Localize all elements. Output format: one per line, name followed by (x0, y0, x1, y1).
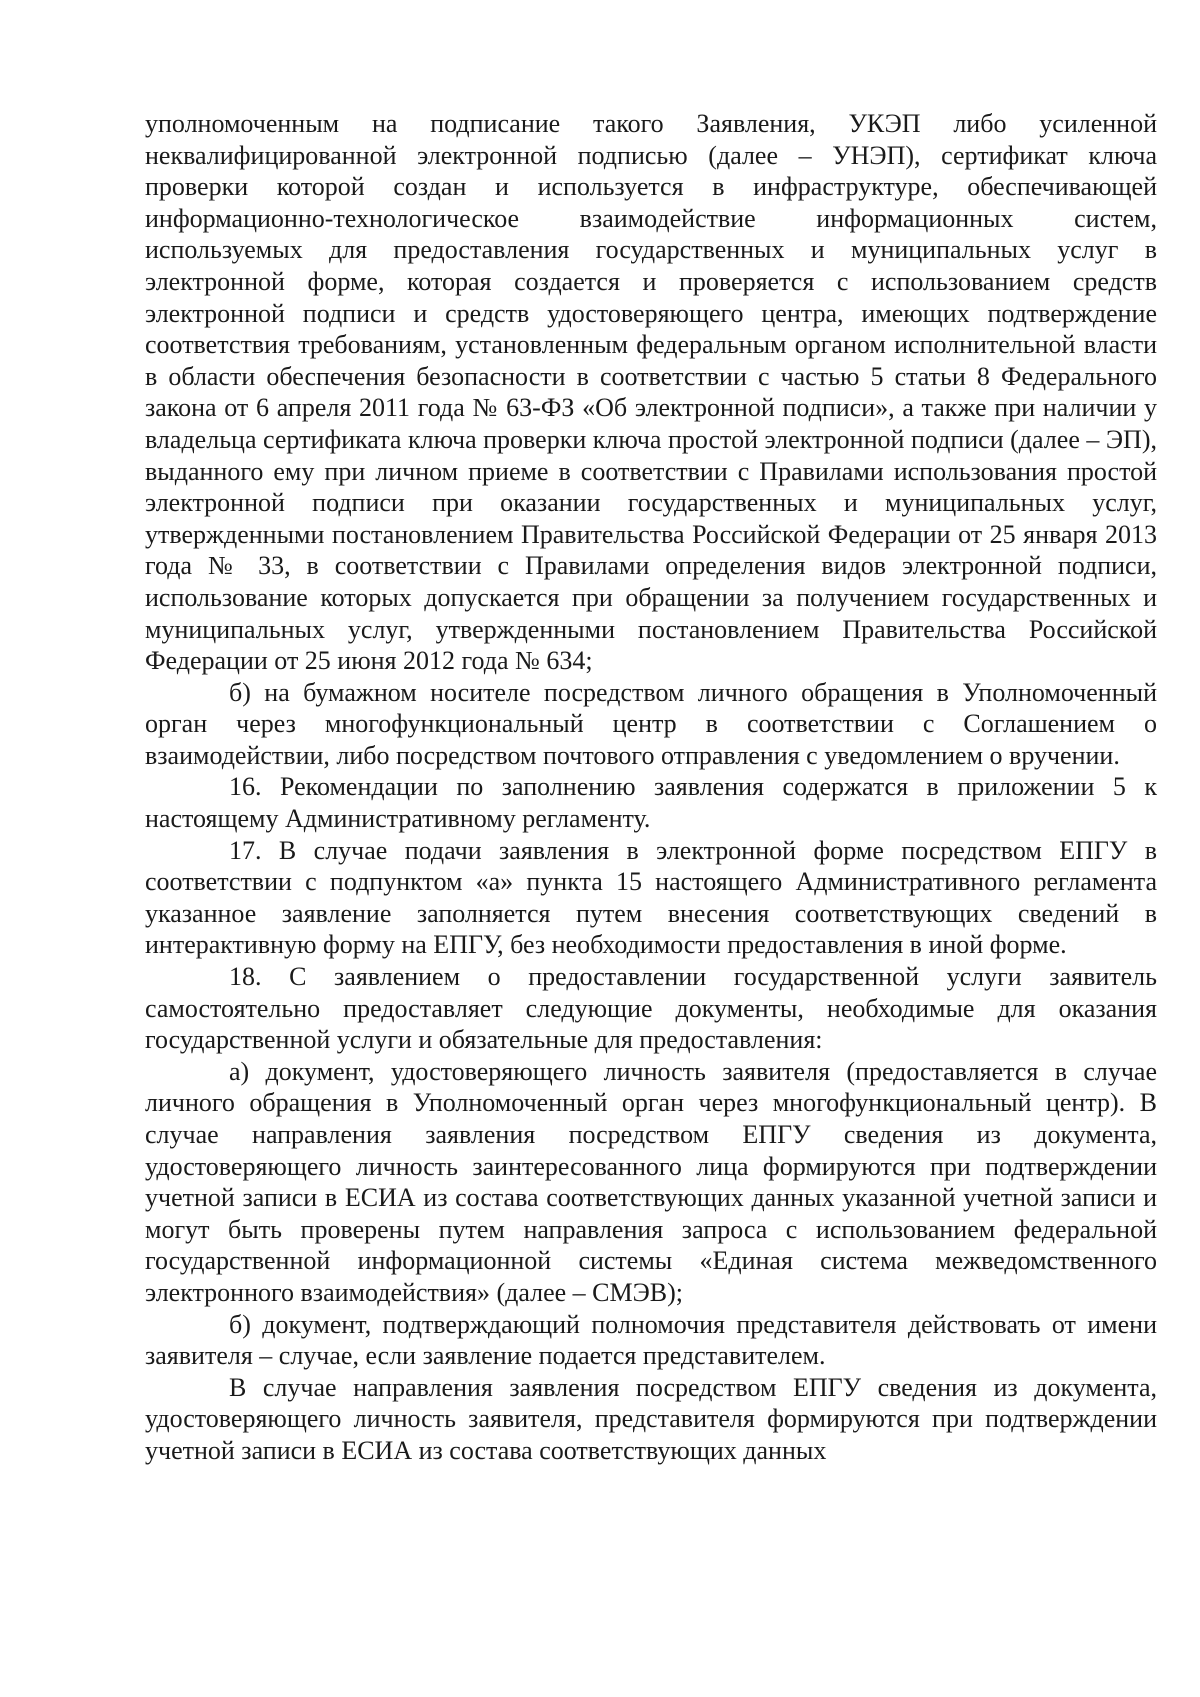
paragraph-item-18: 18. С заявлением о предоставлении государственной услуги заявитель самостоятельно предоставляет следующие документы, необходимые для оказания государственной услуги и обязательные для предоставления: (145, 962, 1157, 1055)
paragraph-epgu-identity: В случае направления заявления посредством ЕПГУ сведения из документа, удостоверяющего личность заявителя, представителя формируются при подтверждении учетной записи в ЕСИА из состава соответствующих данных (145, 1372, 1157, 1465)
paragraph-item-17: 17. В случае подачи заявления в электронной форме посредством ЕПГУ в соответствии с подпунктом «а» пункта 15 настоящего Административного регламента указанное заявление заполняется путем внесения соответствующих сведений в интерактивную форму на ЕПГУ, без необходимости предоставления в иной форме. (145, 835, 1157, 960)
paragraph-paper-submission: б) на бумажном носителе посредством личного обращения в Уполномоченный орган через многофункциональный центр в соответствии с Соглашением о взаимодействии, либо посредством почтового отправления с уведомлением о вручении. (145, 677, 1157, 770)
document-page (145, 108, 1157, 1467)
paragraph-item-18-a: а) документ, удостоверяющего личность заявителя (предоставляется в случае личного обращения в Уполномоченный орган через многофункциональный центр). В случае направления заявления посредством ЕПГУ сведения из документа, удостоверяющего личность заинтересованного лица формируются при подтверждении учетной записи в ЕСИА из состава соответствующих данных указанной учетной записи и могут быть проверены путем направления запроса с использованием федеральной государственной информационной системы «Единая система межведомственного электронного взаимодействия» (далее – СМЭВ); (145, 1056, 1157, 1307)
paragraph-item-18-b: б) документ, подтверждающий полномочия представителя действовать от имени заявителя – случае, если заявление подается представителем. (145, 1309, 1157, 1371)
paragraph-signature-requirements: уполномоченным на подписание такого Заявления, УКЭП либо усиленной неквалифицированной электронной подписью (далее – УНЭП), сертификат ключа проверки которой создан и используется в инфраструктуре, обеспечивающей информационно-технологическое взаимодействие информационных систем, используемых для предоставления государственных и муниципальных услуг в электронной форме, которая создается и проверяется с использованием средств электронной подписи и средств удостоверяющего центра, имеющих подтверждение соответствия требованиям, установленным федеральным органом исполнительной власти в области обеспечения безопасности в соответствии с частью 5 статьи 8 Федерального закона от 6 апреля 2011 года № 63-ФЗ «Об электронной подписи», а также при наличии у владельца сертификата ключа проверки ключа простой электронной подписи (далее – ЭП), выданного ему при личном приеме в соответствии с Правилами использования простой электронной подписи при оказании государственных и муниципальных услуг, утвержденными постановлением Правительства Российской Федерации от 25 января 2013 года № 33, в соответствии с Правилами определения видов электронной подписи, использование которых допускается при обращении за получением государственных и муниципальных услуг, утвержденными постановлением Правительства Российской Федерации от 25 июня 2012 года № 634; (145, 109, 1157, 676)
paragraph-item-16: 16. Рекомендации по заполнению заявления содержатся в приложении 5 к настоящему Административному регламенту. (145, 772, 1157, 834)
